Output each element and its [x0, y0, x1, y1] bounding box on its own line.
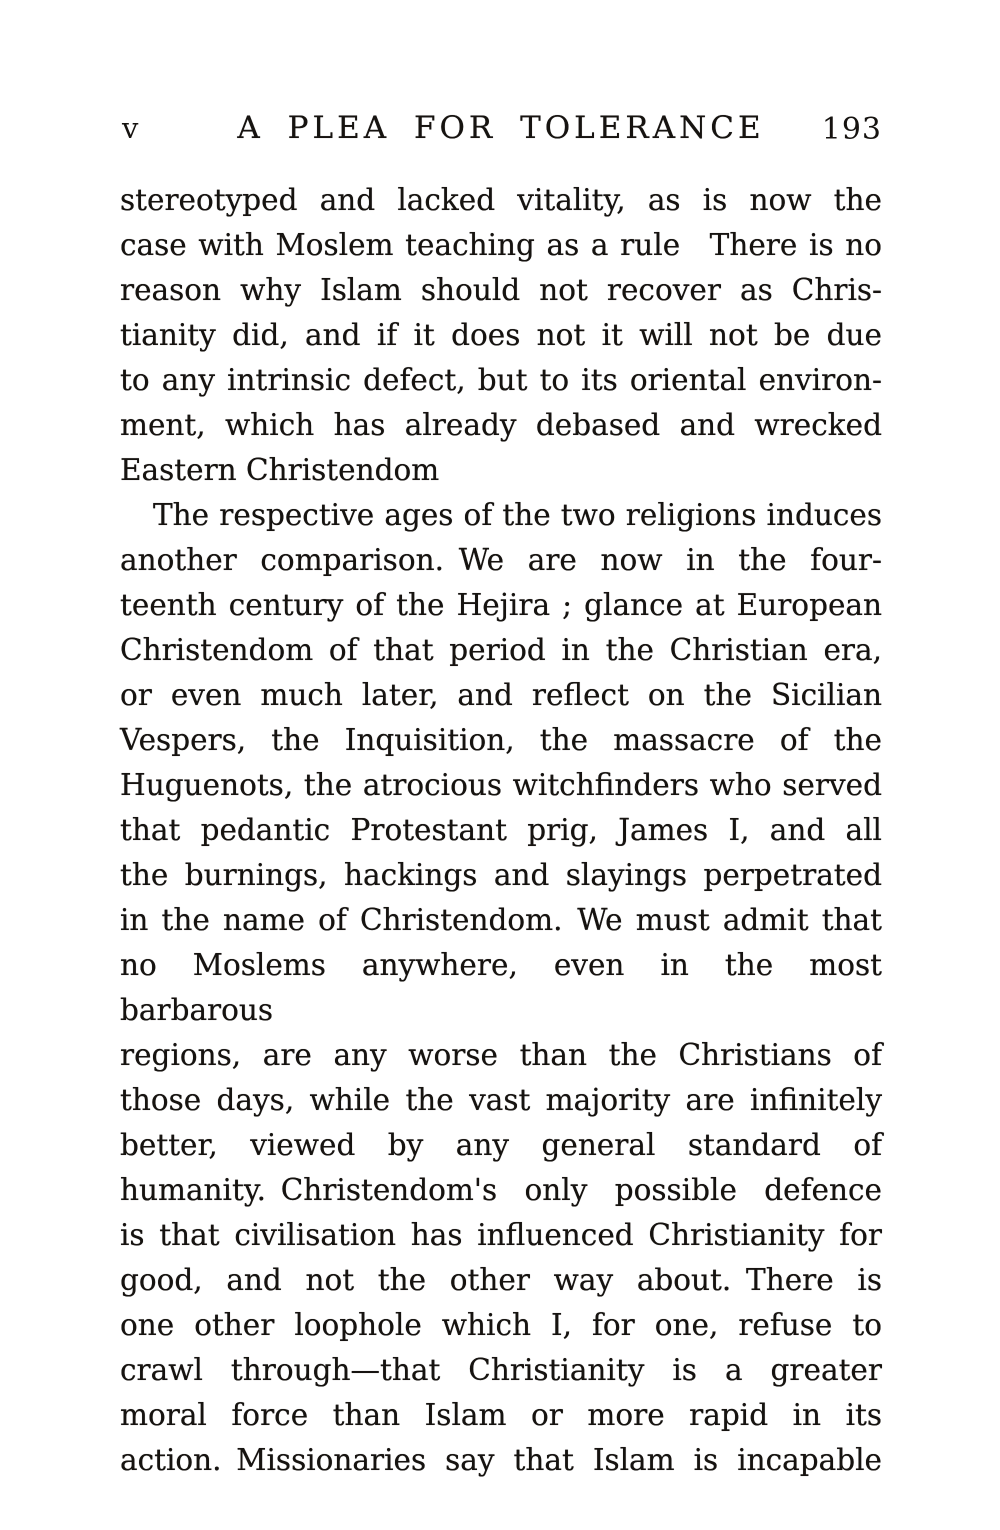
text-line: The respective ages of the two religions induces	[153, 498, 882, 532]
chapter-mark: v	[122, 111, 139, 145]
text-line: the burnings, hackings and slayings perpetrated	[120, 858, 882, 892]
text-line: crawl through—that Christianity is a greater	[120, 1353, 882, 1387]
text-line: that pedantic Protestant prig, James I, and all	[120, 813, 882, 847]
page-body	[120, 178, 882, 1483]
text-line: another comparison. We are now in the four-	[120, 543, 882, 577]
text-line: action. Missionaries say that Islam is incapable	[120, 1443, 882, 1477]
text-line: better, viewed by any general standard of	[120, 1128, 882, 1162]
text-line: stereotyped and lacked vitality, as is now the	[120, 183, 882, 217]
text-line: is that civilisation has influenced Christianity for	[120, 1218, 882, 1252]
running-title: A PLEA FOR TOLERANCE	[237, 110, 765, 146]
text-line: Eastern Christendom	[120, 453, 440, 487]
text-line: good, and not the other way about. There is	[120, 1263, 882, 1297]
text-line: no Moslems anywhere, even in the most barbarous	[120, 948, 882, 1027]
text-line: moral force than Islam or more rapid in its	[120, 1398, 882, 1432]
page-number: 193	[821, 112, 882, 147]
page-header	[120, 106, 882, 150]
text-line: humanity. Christendom's only possible defence	[120, 1173, 882, 1207]
text-line: in the name of Christendom. We must admit that	[120, 903, 882, 937]
text-line: case with Moslem teaching as a rule There is no	[120, 228, 882, 262]
text-line: Christendom of that period in the Christian era,	[120, 633, 882, 667]
text-line: tianity did, and if it does not it will not be due	[120, 318, 882, 352]
text-line: reason why Islam should not recover as Chris-	[120, 273, 882, 307]
text-line: to any intrinsic defect, but to its oriental environ-	[120, 363, 882, 397]
text-line: Vespers, the Inquisition, the massacre of the	[120, 723, 882, 757]
text-line: one other loophole which I, for one, refuse to	[120, 1308, 882, 1342]
text-line: ment, which has already debased and wrecked	[120, 408, 882, 442]
text-line: or even much later, and reflect on the Sicilian	[120, 678, 882, 712]
text-line: those days, while the vast majority are infinitely	[120, 1083, 882, 1117]
text-line: teenth century of the Hejira ; glance at European	[120, 588, 882, 622]
text-line: Huguenots, the atrocious witchfinders who served	[120, 768, 882, 802]
text-line: regions, are any worse than the Christians of	[120, 1038, 882, 1072]
